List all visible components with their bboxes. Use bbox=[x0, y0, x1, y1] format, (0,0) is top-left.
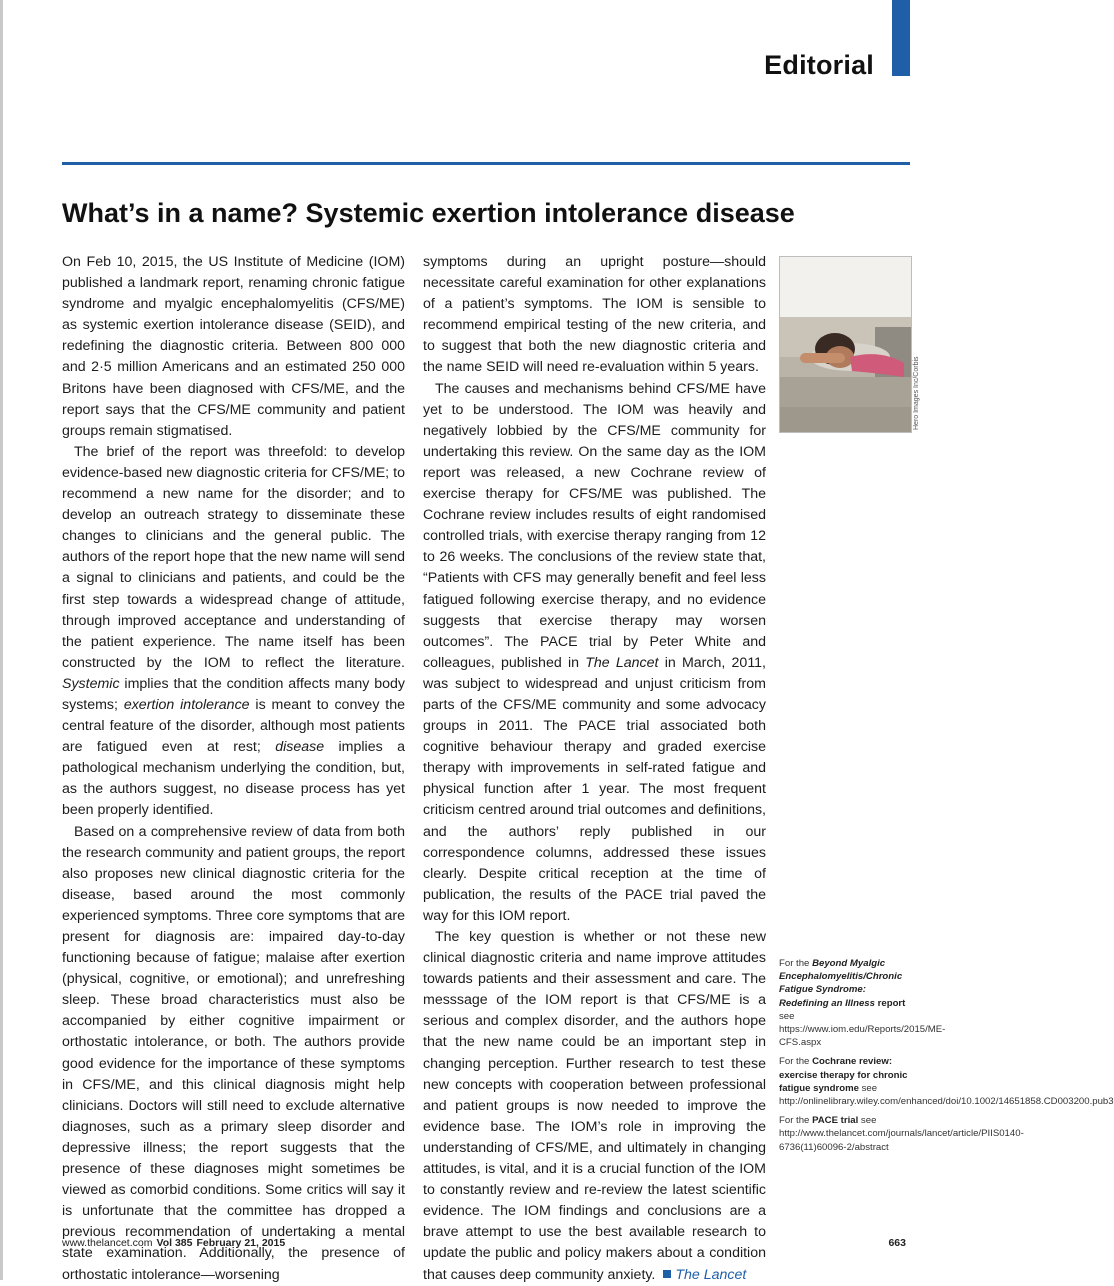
paragraph-2 bbox=[62, 442, 405, 822]
paragraph-4-text-b: in March, 2011, was subject to widespread and unjust criticism from parts of the CFS/ME community and some advocacy groups in 2011. The PACE trial associated both cognitive behaviour therapy and graded exercise therapy with improvements in self-rated fatigue and physical function after 1 year. The most frequent criticism centred around trial outcomes and definitions, and the authors’ reply published in our correspondence columns, addressed these issues clearly. Despite critical reception at the time of publication, the results of the PACE trial paved the way for this IOM report. bbox=[423, 654, 766, 924]
footer-site[interactable]: www.thelancet.com bbox=[62, 1237, 153, 1249]
sidenote-pace-trial bbox=[779, 1114, 1024, 1154]
paragraph-2-text-b: implies that the condition affects many body systems; bbox=[62, 675, 405, 713]
sidenote-link[interactable]: see http://onlinelibrary.wiley.com/enhanced/doi/10.1002/14651858.CD003200.pub3 bbox=[779, 1082, 1114, 1108]
sidenote-title: Beyond Myalgic Encephalomyelitis/Chronic Fatigue Syndrome: Redefining an Illness bbox=[779, 958, 903, 1009]
paragraph-4 bbox=[423, 379, 766, 927]
sidenote-prefix: For the bbox=[779, 958, 813, 969]
sidenote-iom-report bbox=[779, 957, 946, 1049]
sidenote-cochrane-review bbox=[779, 1055, 1114, 1108]
column-right bbox=[423, 252, 766, 1286]
sidenotes bbox=[779, 957, 1114, 1160]
term-disease: disease bbox=[275, 739, 325, 756]
sidenote-link[interactable]: see https://www.iom.edu/Reports/2015/ME-CFS.aspx bbox=[779, 1010, 946, 1049]
paragraph-2-text-a: The brief of the report was threefold: to develop evidence-based new diagnostic criteria for CFS/ME; to recommend a new name for the disorder; and to develop an outreach strategy to disseminate these changes to clinicians and the general public. The authors of the report hope that the new name will send a signal to clinicians and patients, and could be the first step towards a widespread change of attitude, through improved acceptance and understanding of the patient experience. The name itself has been constructed by the IOM to reflect the literature. bbox=[62, 443, 405, 671]
sidenote-prefix: For the bbox=[779, 1115, 813, 1127]
paragraph-2-text-d: implies a pathological mechanism underlying the condition, but, as the authors suggest, no disease process has yet been properly identified. bbox=[62, 739, 405, 819]
signoff-square-icon bbox=[663, 1270, 671, 1278]
footer-volume: Vol 385 bbox=[156, 1237, 193, 1249]
section-label: Editorial bbox=[764, 50, 874, 80]
photo-illustration bbox=[780, 257, 911, 432]
paragraph-5-text: The key question is whether or not these new clinical diagnostic criteria and name improve attitudes towards patients and their assessment and care. The messsage of the IOM report is that CFS/ME is a serious and complex disorder, and the authors hope that the new name could be an important step in changing perception. Further research to test these new concepts with cooperation between professional and patient groups is now needed to improve the evidence base. The IOM’s role in improving the understanding of CFS/ME, and ultimately in changing attitudes, is vital, and it is a crucial function of the IOM to constantly review and re-review the latest scientific evidence. The IOM findings and conclusions are a brave attempt to use the best available research to update the public and policy makers about a condition that causes deep community anxiety. bbox=[423, 929, 766, 1283]
page-edge bbox=[0, 0, 3, 1280]
term-exertion-intolerance: exertion intolerance bbox=[123, 696, 250, 713]
column-left bbox=[62, 252, 405, 1286]
paragraph-3: Based on a comprehensive review of data from both the research community and patient groups, the report also proposes new clinical diagnostic criteria for the disease, based around the most commonly experienced symptoms. Three core symptoms that are present for diagnosis are: impaired day-to-day functioning because of fatigue; malaise after exertion (physical, cognitive, or emotional); and unrefreshing sleep. These broad characteristics must also be accompanied by either cognitive impairment or orthostatic intolerance, or both. The authors provide good evidence for the importance of these symptoms in CFS/ME, and this clinical diagnosis might help clinicians. Doctors will still need to exclude alternative diagnoses, such as a primary sleep disorder and depressive illness; the report suggests that the presence of these diagnoses might sometimes be viewed as comorbid conditions. Some critics will say it is unfortunate that the committee has dropped a previous recommendation of undertaking a mental state examination. Additionally, the presence of orthostatic intolerance—worsening bbox=[62, 823, 405, 1283]
term-systemic: Systemic bbox=[62, 675, 120, 692]
article-title: What’s in a name? Systemic exertion intolerance disease bbox=[62, 198, 795, 228]
sidenote-link[interactable]: see http://www.thelancet.com/journals/lancet/article/PIIS0140-6736(11)60096-2/abstract bbox=[779, 1115, 1024, 1153]
photo-woman-resting bbox=[779, 256, 912, 433]
paragraph-2-text-c: is meant to convey the central feature of the disorder, although most patients are fatigued even at rest; bbox=[62, 696, 405, 756]
section-tab bbox=[892, 0, 910, 76]
paragraph-4-text-a: The causes and mechanisms behind CFS/ME have yet to be understood. The IOM was heavily and negatively lobbied by the CFS/ME community for undertaking this review. On the same day as the IOM report was released, a new Cochrane review of exercise therapy for CFS/ME was published. The Cochrane review includes results of eight randomised controlled trials, with exercise therapy ranging from 12 to 26 weeks. The conclusions of the review state that, “Patients with CFS may generally benefit and feel less fatigued following exercise therapy, and no evidence suggests that exercise therapy may worsen outcomes”. The PACE trial by Peter White and colleagues, published in bbox=[423, 380, 766, 671]
photo-credit bbox=[913, 356, 925, 430]
signoff: The Lancet bbox=[675, 1266, 747, 1283]
page-number: 663 bbox=[888, 1237, 906, 1249]
sidenote-title: Cochrane review: exercise therapy for chronic fatigue syndrome bbox=[779, 1056, 908, 1094]
header-rule bbox=[62, 162, 910, 165]
footer-citation bbox=[62, 1237, 285, 1249]
sidenote-title: PACE trial bbox=[812, 1115, 859, 1127]
paragraph-3-continued: symptoms during an upright posture—should necessitate careful examination for other explanations of a patient’s symptoms. The IOM is sensible to recommend empirical testing of the new criteria, and to suggest that both the new diagnostic criteria and the name SEID will need re-evaluation within 5 years. bbox=[423, 254, 766, 376]
sidenote-title-tail: report bbox=[874, 997, 906, 1009]
photo-credit-text: Hero Images Inc/Corbis bbox=[913, 356, 920, 430]
paragraph-1: On Feb 10, 2015, the US Institute of Medicine (IOM) published a landmark report, renaming chronic fatigue syndrome and myalgic encephalomyelitis (CFS/ME) as systemic exertion intolerance disease (SEID), and redefining the diagnostic criteria. Between 800 000 and 2·5 million Americans and an estimated 250 000 Britons have been diagnosed with CFS/ME, and the report says that the CFS/ME community and patient groups remain stigmatised. bbox=[62, 254, 405, 439]
paragraph-5 bbox=[423, 927, 766, 1286]
footer-date: February 21, 2015 bbox=[196, 1237, 286, 1249]
journal-name: The Lancet bbox=[585, 654, 659, 671]
sidenote-prefix: For the bbox=[779, 1056, 813, 1068]
